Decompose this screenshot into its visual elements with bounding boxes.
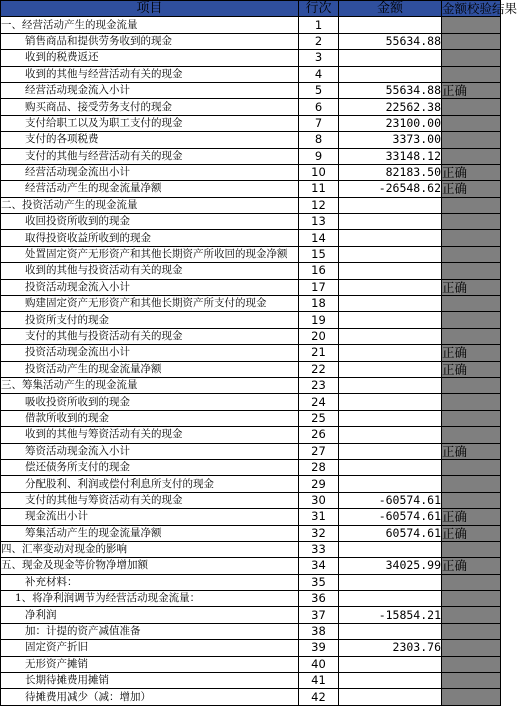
row-seq-cell[interactable]: 36 [299, 591, 339, 607]
row-seq-cell[interactable]: 9 [299, 148, 339, 164]
row-check-cell[interactable] [442, 673, 501, 689]
row-item-cell[interactable]: 筹集活动产生的现金流量净额 [1, 525, 299, 541]
table-row [1, 99, 501, 115]
row-check-cell[interactable]: 正确 [442, 361, 501, 377]
row-seq-cell[interactable]: 14 [299, 230, 339, 246]
table-row [1, 361, 501, 377]
row-item-cell[interactable]: 分配股利、利润或偿付利息所支付的现金 [1, 476, 299, 492]
row-check-cell[interactable] [442, 230, 501, 246]
row-seq-cell[interactable]: 23 [299, 377, 339, 393]
table-row [1, 197, 501, 213]
row-seq-cell[interactable]: 41 [299, 673, 339, 689]
row-amount-cell[interactable]: 60574.61 [339, 525, 442, 541]
row-amount-cell[interactable] [339, 476, 442, 492]
row-item-cell[interactable]: 三、筹集活动产生的现金流量 [1, 377, 299, 393]
row-amount-cell[interactable] [339, 541, 442, 557]
row-seq-cell[interactable]: 8 [299, 132, 339, 148]
table-row [1, 328, 501, 344]
row-amount-cell[interactable] [339, 591, 442, 607]
table-row [1, 574, 501, 590]
row-item-cell[interactable]: 二、投资活动产生的现金流量 [1, 197, 299, 213]
header-amount[interactable]: 金额 [339, 1, 442, 17]
row-seq-cell[interactable]: 42 [299, 689, 339, 705]
row-check-cell[interactable] [442, 214, 501, 230]
row-check-cell[interactable]: 正确 [442, 345, 501, 361]
row-amount-cell[interactable]: 2303.76 [339, 640, 442, 656]
row-check-cell[interactable] [442, 656, 501, 672]
table-row [1, 66, 501, 82]
row-check-cell[interactable] [442, 492, 501, 508]
table-row [1, 377, 501, 393]
row-item-cell[interactable]: 固定资产折旧 [1, 640, 299, 656]
row-amount-cell[interactable] [339, 17, 442, 33]
row-item-cell[interactable]: 经营活动产生的现金流量净额 [1, 181, 299, 197]
row-seq-cell[interactable]: 13 [299, 214, 339, 230]
row-item-cell[interactable]: 支付给职工以及为职工支付的现金 [1, 115, 299, 131]
row-item-cell[interactable]: 购买商品、接受劳务支付的现金 [1, 99, 299, 115]
row-check-cell[interactable] [442, 197, 501, 213]
table-row [1, 164, 501, 180]
row-check-cell[interactable] [442, 99, 501, 115]
table-row [1, 33, 501, 49]
row-check-cell[interactable] [442, 148, 501, 164]
row-seq-cell[interactable]: 17 [299, 279, 339, 295]
row-seq-cell[interactable]: 10 [299, 164, 339, 180]
row-amount-cell[interactable]: 34025.99 [339, 558, 442, 574]
row-check-cell[interactable] [442, 312, 501, 328]
row-amount-cell[interactable] [339, 230, 442, 246]
row-seq-cell[interactable]: 12 [299, 197, 339, 213]
table-row [1, 82, 501, 98]
row-seq-cell[interactable]: 15 [299, 246, 339, 262]
row-amount-cell[interactable] [339, 623, 442, 639]
table-row [1, 312, 501, 328]
row-amount-cell[interactable] [339, 673, 442, 689]
row-amount-cell[interactable]: 82183.50 [339, 164, 442, 180]
row-amount-cell[interactable] [339, 345, 442, 361]
row-item-cell[interactable]: 销售商品和提供劳务收到的现金 [1, 33, 299, 49]
row-item-cell[interactable]: 投资活动现金流入小计 [1, 279, 299, 295]
row-amount-cell[interactable] [339, 377, 442, 393]
table-row [1, 394, 501, 410]
row-amount-cell[interactable] [339, 328, 442, 344]
row-amount-cell[interactable]: 33148.12 [339, 148, 442, 164]
row-check-cell[interactable] [442, 115, 501, 131]
table-row [1, 492, 501, 508]
row-item-cell[interactable]: 借款所收到的现金 [1, 410, 299, 426]
row-seq-cell[interactable]: 3 [299, 50, 339, 66]
row-seq-cell[interactable]: 26 [299, 427, 339, 443]
row-amount-cell[interactable] [339, 50, 442, 66]
row-seq-cell[interactable]: 19 [299, 312, 339, 328]
row-amount-cell[interactable] [339, 443, 442, 459]
table-row [1, 410, 501, 426]
row-amount-cell[interactable] [339, 361, 442, 377]
table-row [1, 623, 501, 639]
row-check-cell[interactable]: 正确 [442, 164, 501, 180]
row-seq-cell[interactable]: 22 [299, 361, 339, 377]
table-body [1, 17, 501, 705]
row-check-cell[interactable] [442, 541, 501, 557]
table-row [1, 181, 501, 197]
table-row [1, 459, 501, 475]
row-amount-cell[interactable]: 55634.88 [339, 33, 442, 49]
table-row [1, 607, 501, 623]
row-item-cell[interactable]: 处置固定资产无形资产和其他长期资产所收回的现金净额 [1, 246, 299, 262]
row-check-cell[interactable]: 正确 [442, 82, 501, 98]
row-seq-cell[interactable]: 37 [299, 607, 339, 623]
row-item-cell[interactable]: 补充材料： [1, 574, 299, 590]
row-check-cell[interactable] [442, 394, 501, 410]
row-check-cell[interactable] [442, 328, 501, 344]
table-row [1, 558, 501, 574]
row-check-cell[interactable] [442, 459, 501, 475]
header-item[interactable]: 项目 [1, 1, 299, 17]
row-check-cell[interactable]: 正确 [442, 443, 501, 459]
table-row [1, 427, 501, 443]
row-item-cell[interactable]: 净利润 [1, 607, 299, 623]
row-item-cell[interactable]: 收到的其他与经营活动有关的现金 [1, 66, 299, 82]
row-seq-cell[interactable]: 29 [299, 476, 339, 492]
row-amount-cell[interactable]: -26548.62 [339, 181, 442, 197]
row-check-cell[interactable] [442, 476, 501, 492]
table-row [1, 246, 501, 262]
row-check-cell[interactable] [442, 296, 501, 312]
row-check-cell[interactable] [442, 574, 501, 590]
table-row [1, 476, 501, 492]
row-check-cell[interactable] [442, 623, 501, 639]
table-row [1, 673, 501, 689]
row-item-cell[interactable]: 现金流出小计 [1, 509, 299, 525]
row-seq-cell[interactable]: 40 [299, 656, 339, 672]
table-row [1, 525, 501, 541]
row-seq-cell[interactable]: 21 [299, 345, 339, 361]
table-row [1, 443, 501, 459]
row-amount-cell[interactable]: 22562.38 [339, 99, 442, 115]
row-seq-cell[interactable]: 38 [299, 623, 339, 639]
row-item-cell[interactable]: 四、汇率变动对现金的影响 [1, 541, 299, 557]
table-row [1, 263, 501, 279]
table-row [1, 279, 501, 295]
row-item-cell[interactable]: 取得投资收益所收到的现金 [1, 230, 299, 246]
row-seq-cell[interactable]: 16 [299, 263, 339, 279]
table-row [1, 296, 501, 312]
row-check-cell[interactable]: 正确 [442, 525, 501, 541]
row-item-cell[interactable]: 支付的各项税费 [1, 132, 299, 148]
row-seq-cell[interactable]: 33 [299, 541, 339, 557]
row-item-cell[interactable]: 收到的其他与投资活动有关的现金 [1, 263, 299, 279]
table-row [1, 656, 501, 672]
row-seq-cell[interactable]: 39 [299, 640, 339, 656]
table-row [1, 640, 501, 656]
row-check-cell[interactable]: 正确 [442, 279, 501, 295]
row-check-cell[interactable] [442, 689, 501, 705]
row-item-cell[interactable]: 经营活动现金流入小计 [1, 82, 299, 98]
table-row [1, 132, 501, 148]
row-check-cell[interactable] [442, 132, 501, 148]
row-item-cell[interactable]: 待摊费用减少（减：增加） [1, 689, 299, 705]
row-seq-cell[interactable]: 5 [299, 82, 339, 98]
row-seq-cell[interactable]: 2 [299, 33, 339, 49]
row-item-cell[interactable]: 经营活动现金流出小计 [1, 164, 299, 180]
row-seq-cell[interactable]: 11 [299, 181, 339, 197]
header-check[interactable]: 金额校验结果 [442, 1, 517, 17]
row-amount-cell[interactable] [339, 574, 442, 590]
row-amount-cell[interactable]: -15854.21 [339, 607, 442, 623]
row-seq-cell[interactable]: 30 [299, 492, 339, 508]
row-check-cell[interactable] [442, 66, 501, 82]
table-row [1, 50, 501, 66]
table-row [1, 541, 501, 557]
row-item-cell[interactable]: 无形资产摊销 [1, 656, 299, 672]
row-item-cell[interactable]: 收到的税费返还 [1, 50, 299, 66]
row-item-cell[interactable]: 长期待摊费用摊销 [1, 673, 299, 689]
row-check-cell[interactable] [442, 591, 501, 607]
row-item-cell[interactable]: 支付的其他与经营活动有关的现金 [1, 148, 299, 164]
row-item-cell[interactable]: 筹资活动现金流入小计 [1, 443, 299, 459]
row-item-cell[interactable]: 五、现金及现金等价物净增加额 [1, 558, 299, 574]
row-seq-cell[interactable]: 24 [299, 394, 339, 410]
row-amount-cell[interactable]: 23100.00 [339, 115, 442, 131]
table-row [1, 509, 501, 525]
header-row [1, 1, 501, 17]
row-seq-cell[interactable]: 31 [299, 509, 339, 525]
row-seq-cell[interactable]: 27 [299, 443, 339, 459]
row-item-cell[interactable]: 投资活动产生的现金流量净额 [1, 361, 299, 377]
row-check-cell[interactable] [442, 246, 501, 262]
row-item-cell[interactable]: 投资所支付的现金 [1, 312, 299, 328]
row-item-cell[interactable]: 购建固定资产无形资产和其他长期资产所支付的现金 [1, 296, 299, 312]
row-amount-cell[interactable] [339, 427, 442, 443]
row-amount-cell[interactable] [339, 66, 442, 82]
row-check-cell[interactable]: 正确 [442, 509, 501, 525]
row-amount-cell[interactable]: 55634.88 [339, 82, 442, 98]
row-amount-cell[interactable]: -60574.61 [339, 492, 442, 508]
row-amount-cell[interactable] [339, 197, 442, 213]
row-check-cell[interactable]: 正确 [442, 181, 501, 197]
row-amount-cell[interactable] [339, 296, 442, 312]
row-seq-cell[interactable]: 25 [299, 410, 339, 426]
row-seq-cell[interactable]: 18 [299, 296, 339, 312]
row-seq-cell[interactable]: 20 [299, 328, 339, 344]
row-check-cell[interactable] [442, 263, 501, 279]
row-item-cell[interactable]: 收到的其他与筹资活动有关的现金 [1, 427, 299, 443]
row-amount-cell[interactable] [339, 246, 442, 262]
row-item-cell[interactable]: 收回投资所收到的现金 [1, 214, 299, 230]
row-item-cell[interactable]: 投资活动现金流出小计 [1, 345, 299, 361]
row-amount-cell[interactable] [339, 263, 442, 279]
row-item-cell[interactable]: 支付的其他与筹资活动有关的现金 [1, 492, 299, 508]
row-seq-cell[interactable]: 4 [299, 66, 339, 82]
row-seq-cell[interactable]: 35 [299, 574, 339, 590]
row-check-cell[interactable] [442, 377, 501, 393]
row-item-cell[interactable]: 加：计提的资产减值准备 [1, 623, 299, 639]
table-row [1, 230, 501, 246]
row-item-cell[interactable]: 1、将净利润调节为经营活动现金流量： [1, 591, 299, 607]
row-item-cell[interactable]: 偿还债务所支付的现金 [1, 459, 299, 475]
row-amount-cell[interactable] [339, 394, 442, 410]
row-amount-cell[interactable]: -60574.61 [339, 509, 442, 525]
row-check-cell[interactable]: 正确 [442, 558, 501, 574]
row-seq-cell[interactable]: 7 [299, 115, 339, 131]
table-row [1, 345, 501, 361]
row-seq-cell[interactable]: 28 [299, 459, 339, 475]
row-amount-cell[interactable] [339, 459, 442, 475]
row-seq-cell[interactable]: 34 [299, 558, 339, 574]
table-row [1, 115, 501, 131]
row-amount-cell[interactable]: 3373.00 [339, 132, 442, 148]
row-item-cell[interactable]: 一、经营活动产生的现金流量 [1, 17, 299, 33]
row-amount-cell[interactable] [339, 410, 442, 426]
row-check-cell[interactable] [442, 640, 501, 656]
table-row [1, 689, 501, 705]
header-seq[interactable]: 行次 [299, 1, 339, 17]
row-seq-cell[interactable]: 32 [299, 525, 339, 541]
row-check-cell[interactable] [442, 607, 501, 623]
row-amount-cell[interactable] [339, 312, 442, 328]
row-amount-cell[interactable] [339, 214, 442, 230]
table-row [1, 214, 501, 230]
table-row [1, 591, 501, 607]
row-item-cell[interactable]: 吸收投资所收到的现金 [1, 394, 299, 410]
row-check-cell[interactable] [442, 50, 501, 66]
row-check-cell[interactable] [442, 17, 501, 33]
row-seq-cell[interactable]: 1 [299, 17, 339, 33]
row-seq-cell[interactable]: 6 [299, 99, 339, 115]
table-row [1, 148, 501, 164]
row-check-cell[interactable] [442, 427, 501, 443]
row-check-cell[interactable] [442, 33, 501, 49]
table-row [1, 17, 501, 33]
row-amount-cell[interactable] [339, 656, 442, 672]
row-check-cell[interactable] [442, 410, 501, 426]
row-amount-cell[interactable] [339, 689, 442, 705]
row-item-cell[interactable]: 支付的其他与投资活动有关的现金 [1, 328, 299, 344]
row-amount-cell[interactable] [339, 279, 442, 295]
